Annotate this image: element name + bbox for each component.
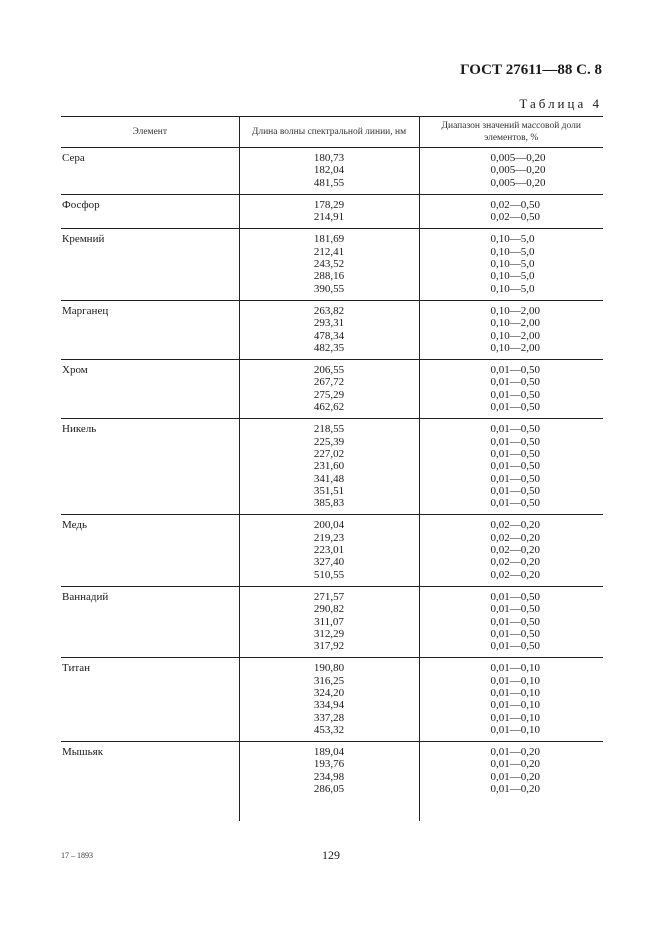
wavelength-cell bbox=[239, 194, 419, 229]
table-row bbox=[61, 229, 603, 300]
wavelength-cell bbox=[239, 148, 419, 195]
range-value: 0,02—0,20 bbox=[490, 556, 540, 569]
wavelength-value: 181,69 bbox=[313, 233, 345, 246]
wavelength-value: 453,32 bbox=[313, 723, 345, 736]
element-name: Мышьяк bbox=[62, 746, 104, 759]
wavelength-value: 231,60 bbox=[313, 460, 345, 473]
range-value: 0,02—0,20 bbox=[490, 568, 540, 581]
table-row bbox=[61, 148, 603, 195]
wavelength-value: 206,55 bbox=[313, 364, 345, 377]
wavelength-value: 351,51 bbox=[313, 484, 345, 497]
wavelength-value: 337,28 bbox=[313, 711, 345, 724]
range-value: 0,005—0,20 bbox=[490, 164, 546, 177]
range-value: 0,10—5,0 bbox=[490, 233, 535, 246]
range-value: 0,01—0,20 bbox=[490, 783, 540, 796]
column-header-range: Диапазон значений массовой доли элементов, % bbox=[419, 117, 603, 148]
wavelength-value: 189,04 bbox=[313, 746, 345, 759]
wavelength-value: 327,40 bbox=[313, 556, 345, 569]
table-header-row bbox=[61, 117, 603, 148]
wavelength-value: 341,48 bbox=[313, 472, 345, 485]
range-cell bbox=[419, 148, 603, 195]
range-value: 0,02—0,20 bbox=[490, 544, 540, 557]
wavelength-value: 311,07 bbox=[314, 615, 344, 628]
wavelength-value: 290,82 bbox=[313, 603, 345, 616]
range-value: 0,10—5,0 bbox=[490, 245, 535, 258]
range-value: 0,01—0,50 bbox=[490, 472, 540, 485]
element-name: Титан bbox=[62, 662, 91, 675]
wavelength-value: 212,41 bbox=[313, 245, 345, 258]
wavelength-value: 263,82 bbox=[313, 304, 345, 317]
element-name: Медь bbox=[62, 519, 87, 532]
wavelength-value: 218,55 bbox=[313, 423, 345, 436]
range-value: 0,01—0,20 bbox=[490, 758, 540, 771]
range-cell bbox=[419, 229, 603, 300]
element-wavelength-table bbox=[61, 116, 603, 821]
table-row bbox=[61, 515, 603, 586]
table-row bbox=[61, 658, 603, 742]
wavelength-value: 182,04 bbox=[313, 164, 345, 177]
table-row bbox=[61, 360, 603, 419]
range-cell bbox=[419, 419, 603, 515]
table-body bbox=[61, 148, 603, 822]
wavelength-value: 334,94 bbox=[313, 699, 345, 712]
range-value: 0,01—0,50 bbox=[490, 497, 540, 510]
wavelength-value: 234,98 bbox=[313, 770, 345, 783]
table-row bbox=[61, 742, 603, 822]
range-value: 0,10—5,0 bbox=[490, 270, 535, 283]
wavelength-value: 180,73 bbox=[313, 152, 345, 164]
range-cell bbox=[419, 586, 603, 657]
range-value: 0,10—2,00 bbox=[490, 341, 540, 354]
range-value: 0,02—0,50 bbox=[490, 198, 540, 211]
range-value: 0,10—2,00 bbox=[490, 304, 540, 317]
range-value: 0,01—0,50 bbox=[490, 388, 540, 401]
range-value: 0,01—0,50 bbox=[490, 435, 540, 448]
range-value: 0,01—0,10 bbox=[490, 662, 540, 675]
range-value: 0,01—0,50 bbox=[490, 590, 540, 603]
wavelength-value: 385,83 bbox=[313, 497, 345, 510]
range-value: 0,01—0,50 bbox=[490, 603, 540, 616]
table-caption: Таблица 4 bbox=[519, 96, 602, 111]
range-value: 0,02—0,50 bbox=[490, 211, 540, 224]
range-cell bbox=[419, 194, 603, 229]
range-value: 0,10—2,00 bbox=[490, 317, 540, 330]
range-value: 0,01—0,50 bbox=[490, 447, 540, 460]
page-number: 129 bbox=[322, 848, 340, 862]
wavelength-value: 275,29 bbox=[313, 388, 345, 401]
range-value: 0,005—0,20 bbox=[490, 152, 546, 164]
range-value: 0,10—5,0 bbox=[490, 258, 535, 271]
wavelength-value: 312,29 bbox=[313, 627, 345, 640]
range-value: 0,01—0,50 bbox=[490, 423, 540, 436]
range-cell bbox=[419, 360, 603, 419]
range-value: 0,01—0,50 bbox=[490, 376, 540, 389]
wavelength-value: 243,52 bbox=[313, 258, 345, 271]
wavelength-cell bbox=[239, 229, 419, 300]
range-value: 0,01—0,10 bbox=[490, 674, 540, 687]
wavelength-value: 316,25 bbox=[313, 674, 345, 687]
range-value: 0,01—0,50 bbox=[490, 615, 540, 628]
table-row bbox=[61, 194, 603, 229]
range-cell bbox=[419, 658, 603, 742]
element-name: Кремний bbox=[62, 233, 105, 246]
wavelength-value: 225,39 bbox=[313, 435, 345, 448]
range-value: 0,005—0,20 bbox=[490, 176, 546, 189]
print-code: 17 – 1893 bbox=[61, 851, 93, 860]
range-value: 0,02—0,20 bbox=[490, 531, 540, 544]
column-header-wavelength: Длина волны спектральной линии, нм bbox=[239, 117, 419, 148]
wavelength-cell bbox=[239, 586, 419, 657]
wavelength-value: 286,05 bbox=[313, 783, 345, 796]
wavelength-value: 227,02 bbox=[313, 447, 345, 460]
wavelength-value: 324,20 bbox=[313, 686, 345, 699]
wavelength-value: 178,29 bbox=[313, 198, 345, 211]
wavelength-value: 317,92 bbox=[313, 640, 345, 653]
wavelength-value: 288,16 bbox=[313, 270, 345, 283]
wavelength-value: 462,62 bbox=[313, 401, 345, 414]
table-row bbox=[61, 419, 603, 515]
column-header-element: Элемент bbox=[61, 117, 239, 148]
wavelength-value: 223,01 bbox=[313, 544, 345, 557]
range-value: 0,01—0,10 bbox=[490, 711, 540, 724]
wavelength-value: 193,76 bbox=[313, 758, 345, 771]
element-name: Ваннадий bbox=[62, 590, 109, 603]
range-value: 0,02—0,20 bbox=[490, 519, 540, 532]
range-cell bbox=[419, 515, 603, 586]
range-value: 0,01—0,50 bbox=[490, 401, 540, 414]
range-value: 0,01—0,50 bbox=[490, 364, 540, 377]
wavelength-value: 482,35 bbox=[313, 341, 345, 354]
wavelength-value: 478,34 bbox=[313, 329, 345, 342]
wavelength-value: 510,55 bbox=[313, 568, 345, 581]
wavelength-cell bbox=[239, 360, 419, 419]
range-value: 0,01—0,20 bbox=[490, 746, 540, 759]
range-value: 0,01—0,50 bbox=[490, 640, 540, 653]
wavelength-value: 214,91 bbox=[313, 211, 345, 224]
wavelength-value: 390,55 bbox=[313, 282, 345, 295]
wavelength-cell bbox=[239, 300, 419, 359]
range-cell bbox=[419, 300, 603, 359]
range-value: 0,01—0,50 bbox=[490, 484, 540, 497]
range-value: 0,10—5,0 bbox=[490, 282, 535, 295]
wavelength-value: 293,31 bbox=[313, 317, 345, 330]
element-name: Марганец bbox=[62, 304, 109, 317]
wavelength-cell bbox=[239, 419, 419, 515]
range-value: 0,01—0,50 bbox=[490, 460, 540, 473]
wavelength-cell bbox=[239, 515, 419, 586]
wavelength-value: 271,57 bbox=[313, 590, 345, 603]
element-name: Фосфор bbox=[62, 198, 100, 211]
wavelength-value: 219,23 bbox=[313, 531, 345, 544]
document-header: ГОСТ 27611—88 С. 8 bbox=[460, 62, 602, 78]
element-name: Сера bbox=[62, 152, 85, 164]
element-name: Никель bbox=[62, 423, 97, 436]
element-name: Хром bbox=[62, 364, 88, 377]
range-value: 0,01—0,10 bbox=[490, 723, 540, 736]
range-value: 0,01—0,10 bbox=[490, 686, 540, 699]
range-value: 0,01—0,50 bbox=[490, 627, 540, 640]
wavelength-cell bbox=[239, 742, 419, 822]
range-value: 0,10—2,00 bbox=[490, 329, 540, 342]
table-row bbox=[61, 300, 603, 359]
wavelength-cell bbox=[239, 658, 419, 742]
range-value: 0,01—0,10 bbox=[490, 699, 540, 712]
wavelength-value: 190,80 bbox=[313, 662, 345, 675]
wavelength-value: 200,04 bbox=[313, 519, 345, 532]
range-value: 0,01—0,20 bbox=[490, 770, 540, 783]
wavelength-value: 267,72 bbox=[313, 376, 345, 389]
wavelength-value: 481,55 bbox=[313, 176, 345, 189]
range-cell bbox=[419, 742, 603, 822]
table-row bbox=[61, 586, 603, 657]
